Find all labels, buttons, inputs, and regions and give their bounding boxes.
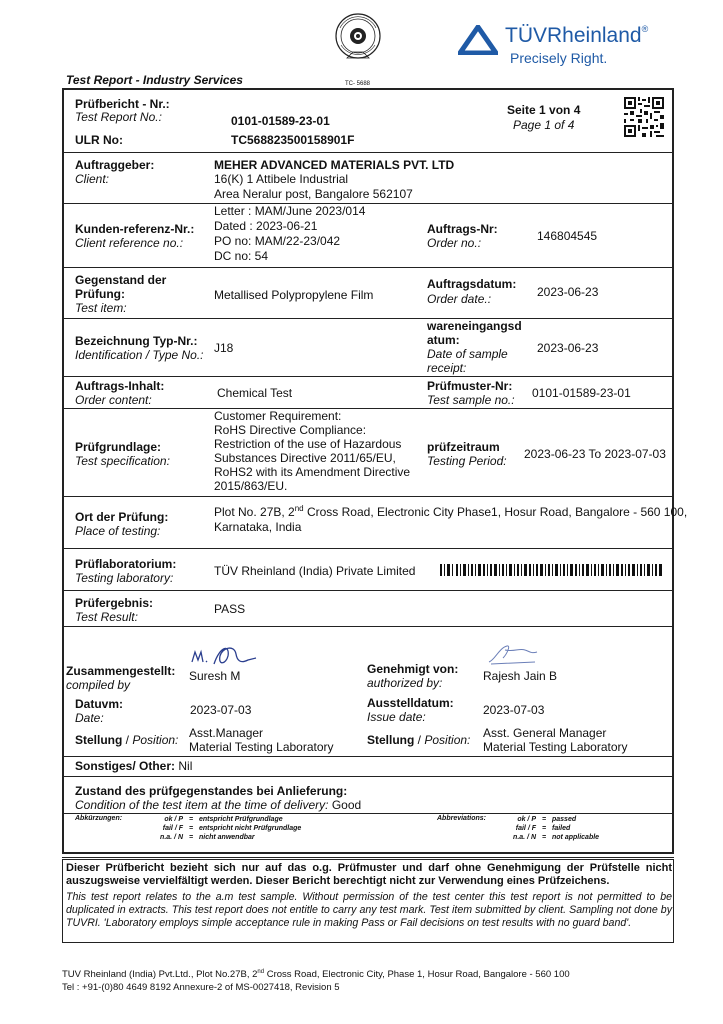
condition-row: Condition of the test item at the time of delivery: Good (75, 798, 362, 812)
issue-date-value: 2023-07-03 (483, 703, 545, 717)
other-row: Sonstiges/ Other: Nil (75, 759, 193, 773)
type-no-value: J18 (214, 341, 234, 355)
report-type: Test Report - Industry Services (66, 73, 243, 87)
divider (62, 756, 674, 757)
spec-line-5: RoHS2 with its Amendment Directive (214, 465, 411, 479)
compiled-date-value: 2023-07-03 (190, 703, 252, 717)
divider (62, 408, 674, 409)
approved-position-label: Stellung / Position: (367, 733, 471, 747)
approved-label-en: authorized by: (367, 676, 443, 690)
brand-tagline: Precisely Right. (510, 50, 608, 66)
barcode (440, 564, 662, 576)
disclaimer-de: Dieser Prüfbericht bezieht sich nur auf das o.g. Prüfmuster und darf ohne Genehmigung der Prüfstelle nicht auszugsweise vervielfältigt werden. Dieser Bericht berechtigt nicht zur Verwendung eines Prüfzeichens. (66, 862, 672, 887)
place-line-2: Karnataka, India (214, 520, 302, 534)
seal-icon (333, 12, 383, 74)
compiled-label-en: compiled by (66, 678, 131, 692)
order-content-value: Chemical Test (217, 386, 293, 400)
client-ref-label-en: Client reference no.: (75, 236, 184, 250)
spec-line-1: Customer Requirement: (214, 409, 342, 423)
order-content-label-en: Order content: (75, 393, 152, 407)
report-no-label-en: Test Report No.: (75, 110, 162, 124)
footer-line-2: Tel : +91-(0)80 4649 8192 Annexure-2 of MS-0027418, Revision 5 (62, 982, 340, 993)
report-no-label-de: Prüfbericht - Nr.: (75, 97, 170, 111)
spec-label-en: Test specification: (75, 454, 170, 468)
lab-label-de: Prüflaboratorium: (75, 557, 177, 571)
sample-no-label-de: Prüfmuster-Nr: (427, 379, 513, 393)
qr-code (624, 97, 664, 137)
client-label-en: Client: (75, 172, 110, 186)
receipt-label-en-2: receipt: (427, 361, 467, 375)
compiled-position-1: Asst.Manager (189, 726, 264, 740)
ulr-label: ULR No: (75, 133, 123, 147)
client-ref-line-4: DC no: 54 (214, 249, 269, 263)
test-item-label-en: Test item: (75, 301, 127, 315)
compiler-signature (190, 640, 260, 672)
divider (62, 203, 674, 204)
sample-no-label-en: Test sample no.: (427, 393, 515, 407)
client-address-1: 16(K) 1 Attibele Industrial (214, 172, 349, 186)
page-label-en: Page 1 of 4 (513, 118, 575, 132)
brand-name: TÜVRheinland® (505, 24, 649, 47)
ulr-value: TC568823500158901F (231, 133, 355, 147)
result-label-de: Prüfergebnis: (75, 596, 154, 610)
tc-number: TC- 5688 (345, 81, 371, 87)
compiled-label-de: Zusammengestellt: (66, 664, 176, 678)
compiled-name: Suresh M (189, 669, 241, 683)
issue-date-label-en: Issue date: (367, 710, 426, 724)
place-label-en: Place of testing: (75, 524, 161, 538)
client-ref-line-2: Dated : 2023-06-21 (214, 219, 318, 233)
client-ref-line-3: PO no: MAM/22-23/042 (214, 234, 341, 248)
order-no-value: 146804545 (537, 229, 598, 243)
client-ref-label-de: Kunden-referenz-Nr.: (75, 222, 195, 236)
divider (62, 548, 674, 549)
condition-label-de: Zustand des prüfgegenstandes bei Anlieferung: (75, 784, 348, 798)
abbrev-en-title: Abbreviations: (437, 815, 487, 822)
period-label-en: Testing Period: (427, 454, 507, 468)
approved-label-de: Genehmigt von: (367, 662, 459, 676)
spec-line-4: Substances Directive 2011/65/EU, (214, 451, 396, 465)
spec-line-3: Restriction of the use of Hazardous (214, 437, 402, 451)
client-label-de: Auftraggeber: (75, 158, 155, 172)
divider (62, 152, 674, 153)
spec-line-6: 2015/863/EU. (214, 479, 288, 493)
divider (62, 376, 674, 377)
test-item-label-de-1: Gegenstand der (75, 273, 167, 287)
approved-name: Rajesh Jain B (483, 669, 558, 683)
approver-signature (485, 642, 545, 668)
result-value: PASS (214, 602, 246, 616)
divider (62, 496, 674, 497)
receipt-date-value: 2023-06-23 (537, 341, 599, 355)
divider (62, 626, 674, 627)
order-no-label-de: Auftrags-Nr: (427, 222, 498, 236)
divider (62, 590, 674, 591)
abbrev-de-title: Abkürzungen: (75, 815, 123, 822)
order-no-label-en: Order no.: (427, 236, 482, 250)
approved-position-2: Material Testing Laboratory (483, 740, 628, 754)
abbrev-de-row: ok / P = entspricht Prüfgrundlage fail / F = entspricht nicht Prüfgrundlage n.a. / N = nicht anwendbar (160, 816, 302, 841)
lab-label-en: Testing laboratory: (75, 571, 174, 585)
divider (62, 813, 674, 814)
divider (62, 267, 674, 268)
signature-icon (190, 640, 260, 672)
spec-line-2: RoHS Directive Compliance: (214, 423, 367, 437)
receipt-label-de-2: atum: (427, 333, 460, 347)
result-label-en: Test Result: (75, 610, 138, 624)
spec-label-de: Prüfgrundlage: (75, 440, 161, 454)
accreditation-seal (333, 12, 383, 74)
client-ref-line-1: Letter : MAM/June 2023/014 (214, 204, 366, 218)
report-no-value: 0101-01589-23-01 (231, 114, 330, 128)
order-date-label-de: Auftragsdatum: (427, 277, 517, 291)
page-label-de: Seite 1 von 4 (507, 103, 581, 117)
barcode-icon (440, 564, 662, 576)
tuv-triangle-icon (458, 25, 498, 55)
approved-position-1: Asst. General Manager (483, 726, 607, 740)
receipt-label-de-1: wareneingangsd (427, 319, 522, 333)
test-item-value: Metallised Polypropylene Film (214, 288, 374, 302)
compiled-date-label-de: Datuvm: (75, 697, 124, 711)
brand-logo (458, 22, 698, 70)
client-name: MEHER ADVANCED MATERIALS PVT. LTD (214, 158, 455, 172)
client-address-2: Area Neralur post, Bangalore 562107 (214, 187, 413, 201)
period-label-de: prüfzeitraum (427, 440, 500, 454)
order-content-label-de: Auftrags-Inhalt: (75, 379, 165, 393)
lab-value: TÜV Rheinland (India) Private Limited (214, 564, 416, 578)
disclaimer-en: This test report relates to the a.m test sample. Without permission of the test center this test report is not permitted to be duplicated in extracts. This test report does not entitle to carry any test mark. Test item submitted by client. Sampling not done by TUVRI. 'Laboratory employs simple acceptance rule in making Pass or Fail decisions on test results with no guard band'. (66, 891, 672, 929)
signature-icon (485, 642, 545, 668)
place-line-1: Plot No. 27B, 2nd Cross Road, Electronic City Phase1, Hosur Road, Bangalore - 560 100, (214, 504, 688, 519)
type-no-label-de: Bezeichnung Typ-Nr.: (75, 334, 198, 348)
receipt-label-en-1: Date of sample (427, 347, 508, 361)
qr-code-icon (624, 97, 664, 137)
period-value: 2023-06-23 To 2023-07-03 (524, 447, 666, 461)
abbrev-en-row: ok / P = passed fail / F = failed n.a. / N = not applicable (513, 816, 600, 841)
compiled-position-label: Stellung / Position: (75, 733, 179, 747)
place-label-de: Ort der Prüfung: (75, 510, 169, 524)
issue-date-label-de: Ausstelldatum: (367, 696, 454, 710)
sample-no-value: 0101-01589-23-01 (532, 386, 631, 400)
order-date-label-en: Order date.: (427, 292, 492, 306)
order-date-value: 2023-06-23 (537, 285, 599, 299)
compiled-position-2: Material Testing Laboratory (189, 740, 334, 754)
divider (62, 318, 674, 319)
compiled-date-label-en: Date: (75, 711, 104, 725)
divider (62, 857, 674, 858)
divider (62, 776, 674, 777)
footer-line-1: TUV Rheinland (India) Pvt.Ltd., Plot No.27B, 2nd Cross Road, Electronic City, Phase 1, Hosur Road, Bangalore - 560 100 (62, 968, 570, 980)
type-no-label-en: Identification / Type No.: (75, 348, 204, 362)
test-item-label-de-2: Prüfung: (75, 287, 125, 301)
